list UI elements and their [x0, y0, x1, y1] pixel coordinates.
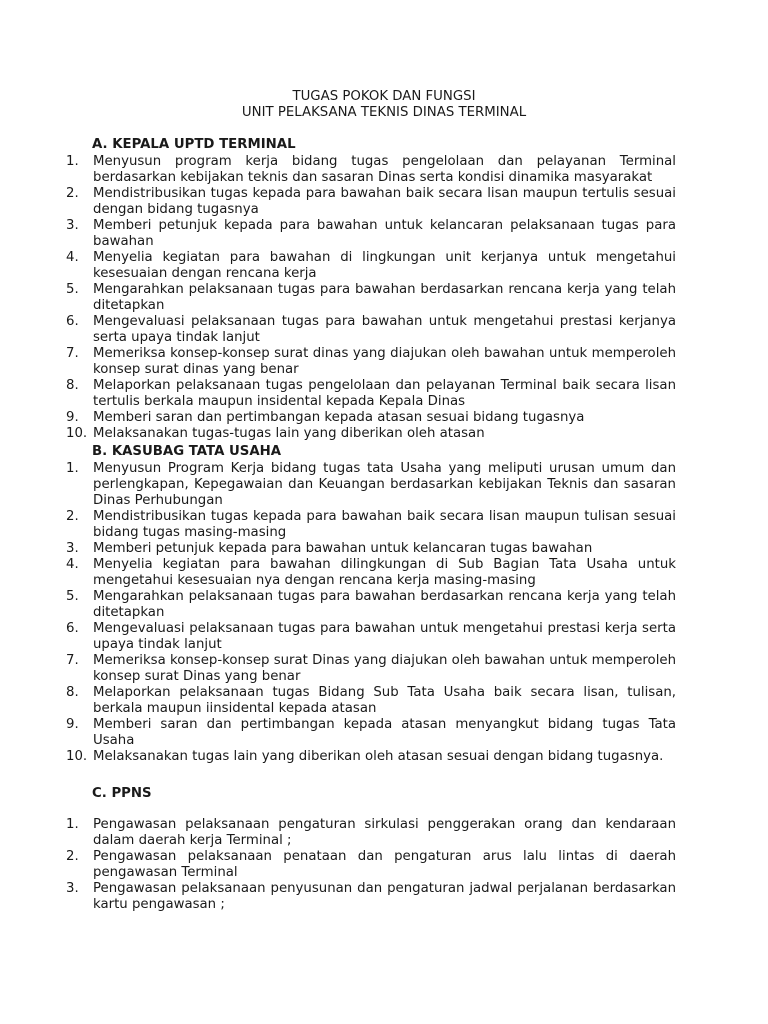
- item-number: 2.: [66, 509, 79, 524]
- list-item: [66, 250, 676, 282]
- list-item: [66, 653, 676, 685]
- list-item: [66, 314, 676, 346]
- item-number: 6.: [66, 314, 79, 329]
- item-text: Menyelia kegiatan para bawahan di lingkungan unit kerjanya untuk mengetahui kesesuaian dengan rencana kerja: [93, 250, 676, 281]
- list-item: [66, 541, 676, 557]
- item-number: 9.: [66, 717, 79, 732]
- duty-list: [66, 817, 676, 913]
- list-item: [66, 154, 676, 186]
- list-item: [66, 685, 676, 717]
- list-item: [66, 817, 676, 849]
- item-number: 7.: [66, 653, 79, 668]
- item-text: Pengawasan pelaksanaan penyusunan dan pengaturan jadwal perjalanan berdasarkan kartu pengawasan ;: [93, 881, 676, 912]
- duty-list: [66, 461, 676, 765]
- item-number: 1.: [66, 154, 79, 169]
- item-text: Pengawasan pelaksanaan pengaturan sirkulasi penggerakan orang dan kendaraan dalam daerah kerja Terminal ;: [93, 817, 676, 848]
- list-item: [66, 557, 676, 589]
- item-text: Pengawasan pelaksanaan penataan dan pengaturan arus lalu lintas di daerah pengawasan Terminal: [93, 849, 676, 880]
- item-text: Melaporkan pelaksanaan tugas Bidang Sub Tata Usaha baik secara lisan, tulisan, berkala maupun iinsidental kepada atasan: [93, 685, 676, 716]
- section-heading: C. PPNS: [92, 786, 152, 801]
- item-number: 1.: [66, 817, 79, 832]
- list-item: [66, 282, 676, 314]
- item-number: 3.: [66, 881, 79, 896]
- list-item: [66, 410, 676, 426]
- item-text: Melaksanakan tugas lain yang diberikan oleh atasan sesuai dengan bidang tugasnya.: [93, 749, 664, 764]
- item-text: Mendistribusikan tugas kepada para bawahan baik secara lisan maupun tertulis sesuai dengan bidang tugasnya: [93, 186, 676, 217]
- item-number: 1.: [66, 461, 79, 476]
- item-number: 6.: [66, 621, 79, 636]
- item-text: Memeriksa konsep-konsep surat Dinas yang diajukan oleh bawahan untuk memperoleh konsep surat Dinas yang benar: [93, 653, 676, 684]
- item-number: 3.: [66, 218, 79, 233]
- item-text: Menyelia kegiatan para bawahan dilingkungan di Sub Bagian Tata Usaha untuk mengetahui kesesuaian nya dengan rencana kerja masing-masing: [93, 557, 676, 588]
- item-text: Menyusun Program Kerja bidang tugas tata Usaha yang meliputi urusan umum dan perlengkapan, Kepegawaian dan Keuangan berdasarkan kebijakan Teknis dan sasaran Dinas Perhubungan: [93, 461, 676, 508]
- item-text: Melaksanakan tugas-tugas lain yang diberikan oleh atasan: [93, 426, 485, 441]
- document-title-line-2: UNIT PELAKSANA TEKNIS DINAS TERMINAL: [241, 105, 527, 120]
- section-ppns: [66, 786, 676, 913]
- item-text: Memberi petunjuk kepada para bawahan untuk kelancaran tugas bawahan: [93, 541, 593, 556]
- list-item: [66, 509, 676, 541]
- item-text: Mendistribusikan tugas kepada para bawahan baik secara lisan maupun tulisan sesuai bidang tugas masing-masing: [93, 509, 676, 540]
- item-number: 7.: [66, 346, 79, 361]
- item-text: Mengevaluasi pelaksanaan tugas para bawahan untuk mengetahui prestasi kerjanya serta upaya tindak lanjut: [93, 314, 676, 345]
- item-text: Memberi saran dan pertimbangan kepada atasan sesuai bidang tugasnya: [93, 410, 585, 425]
- item-number: 8.: [66, 685, 79, 700]
- item-number: 5.: [66, 589, 79, 604]
- item-number: 2.: [66, 849, 79, 864]
- list-item: [66, 589, 676, 621]
- document-title-line-1: TUGAS POKOK DAN FUNGSI: [292, 89, 476, 104]
- list-item: [66, 621, 676, 653]
- list-item: [66, 218, 676, 250]
- list-item: [66, 881, 676, 913]
- item-number: 9.: [66, 410, 79, 425]
- list-item: [66, 186, 676, 218]
- item-number: 4.: [66, 557, 79, 572]
- list-item: [66, 378, 676, 410]
- item-number: 8.: [66, 378, 79, 393]
- section-heading: A. KEPALA UPTD TERMINAL: [92, 137, 296, 152]
- item-text: Mengevaluasi pelaksanaan tugas para bawahan untuk mengetahui prestasi kerja serta upaya tindak lanjut: [93, 621, 676, 652]
- item-text: Melaporkan pelaksanaan tugas pengelolaan dan pelayanan Terminal baik secara lisan tertulis berkala maupun insidental kepada Kepala Dinas: [93, 378, 676, 409]
- item-text: Menyusun program kerja bidang tugas pengelolaan dan pelayanan Terminal berdasarkan kebijakan teknis dan sasaran Dinas serta kondisi dinamika masyarakat: [93, 154, 676, 185]
- item-number: 2.: [66, 186, 79, 201]
- list-item: [66, 717, 676, 749]
- item-number: 3.: [66, 541, 79, 556]
- item-number: 4.: [66, 250, 79, 265]
- item-number: 10.: [66, 426, 88, 441]
- item-number: 5.: [66, 282, 79, 297]
- section-heading: B. KASUBAG TATA USAHA: [92, 444, 282, 459]
- item-text: Memberi saran dan pertimbangan kepada atasan menyangkut bidang tugas Tata Usaha: [93, 717, 676, 748]
- item-text: Mengarahkan pelaksanaan tugas para bawahan berdasarkan rencana kerja yang telah ditetapkan: [93, 282, 676, 313]
- list-item: [66, 346, 676, 378]
- list-item: [66, 749, 676, 765]
- list-item: [66, 461, 676, 509]
- list-item: [66, 849, 676, 881]
- item-text: Memberi petunjuk kepada para bawahan untuk kelancaran pelaksanaan tugas para bawahan: [93, 218, 676, 249]
- item-number: 10.: [66, 749, 88, 764]
- section-kepala-uptd: [66, 137, 676, 442]
- item-text: Mengarahkan pelaksanaan tugas para bawahan berdasarkan rencana kerja yang telah ditetapkan: [93, 589, 676, 620]
- list-item: [66, 426, 676, 442]
- item-text: Memeriksa konsep-konsep surat dinas yang diajukan oleh bawahan untuk memperoleh konsep surat dinas yang benar: [93, 346, 676, 377]
- duty-list: [66, 154, 676, 442]
- section-kasubag-tata-usaha: [66, 444, 676, 765]
